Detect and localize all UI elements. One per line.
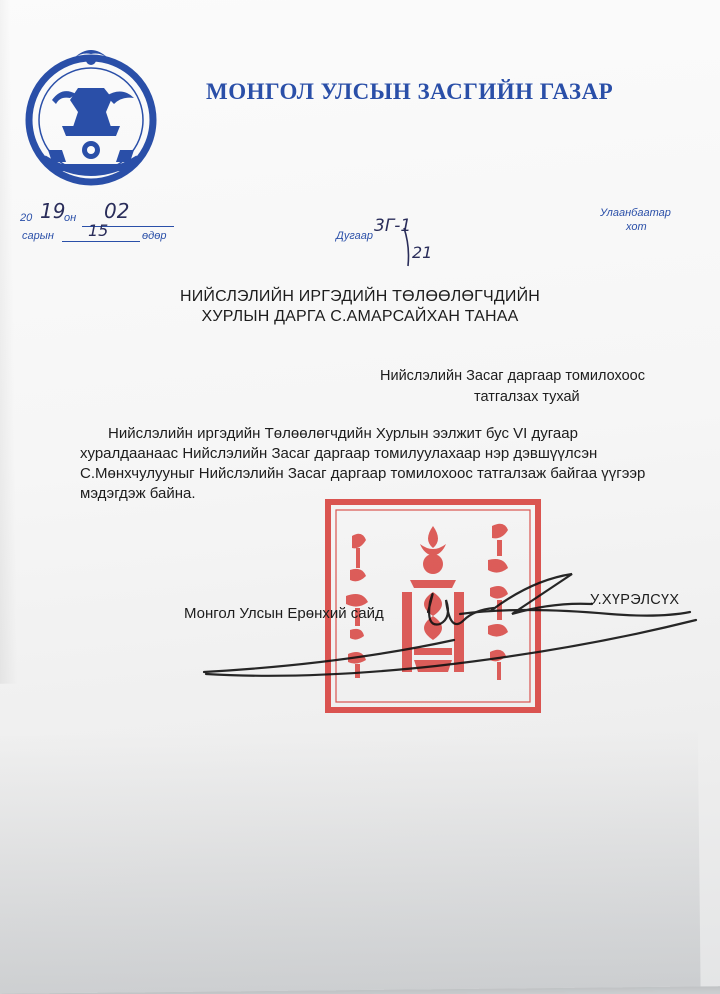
- subject-line-2: татгалзах тухай: [474, 389, 580, 405]
- page-shadow-bottom: [0, 726, 701, 994]
- recipient-line-1: НИЙСЛЭЛИЙН ИРГЭДИЙН ТӨЛӨӨЛӨГЧДИЙН: [179, 288, 541, 305]
- date-month-label: сарын: [22, 230, 54, 242]
- date-year-label: он: [64, 212, 77, 224]
- date-year-prefix: 20: [20, 212, 33, 224]
- body-line-1: Нийслэлийн иргэдийн Төлөөлөгчдийн Хурлын ээлжит бус VI дугаар: [108, 425, 578, 442]
- body-line-2: хуралдаанаас Нийслэлийн Засаг даргаар томилуулахаар нэр дэвшүүлсэн: [80, 445, 598, 462]
- date-month: 02: [104, 199, 130, 223]
- subject-block: [380, 366, 690, 408]
- signatory-name: У.ХҮРЭЛСҮХ: [590, 592, 680, 608]
- recipient-block: [172, 287, 548, 327]
- state-emblem-icon: [22, 38, 160, 188]
- reference-number-top: 3Г-1: [374, 216, 412, 236]
- recipient-line-2: ХУРЛЫН ДАРГА С.АМАРСАЙХАН ТАНАА: [201, 308, 519, 325]
- reference-label: Дугаар: [336, 230, 374, 242]
- organization-title: МОНГОЛ УЛСЫН ЗАСГИЙН ГАЗАР: [206, 79, 614, 104]
- date-day-underline: [62, 241, 140, 242]
- date-day-label: өдөр: [142, 230, 167, 242]
- place-city-label: хот: [626, 221, 647, 233]
- body-line-3: С.Мөнхчулууныг Нийслэлийн Засаг даргаар томилохоос татгалзаж байгаа үүгээр: [80, 465, 646, 482]
- signatory-role: Монгол Улсын Ерөнхий сайд: [184, 605, 384, 622]
- letter-body: [80, 424, 690, 504]
- place-city: Улаанбаатар: [600, 207, 671, 219]
- handwritten-signature: [200, 560, 700, 680]
- date-year: 19: [40, 199, 66, 223]
- page-shadow: [0, 0, 17, 684]
- reference-number-bottom: 21: [412, 243, 433, 262]
- subject-line-1: Нийслэлийн Засаг даргаар томилохоос: [380, 368, 645, 384]
- date-day: 15: [88, 221, 109, 240]
- body-line-4: мэдэгдэж байна.: [80, 485, 196, 502]
